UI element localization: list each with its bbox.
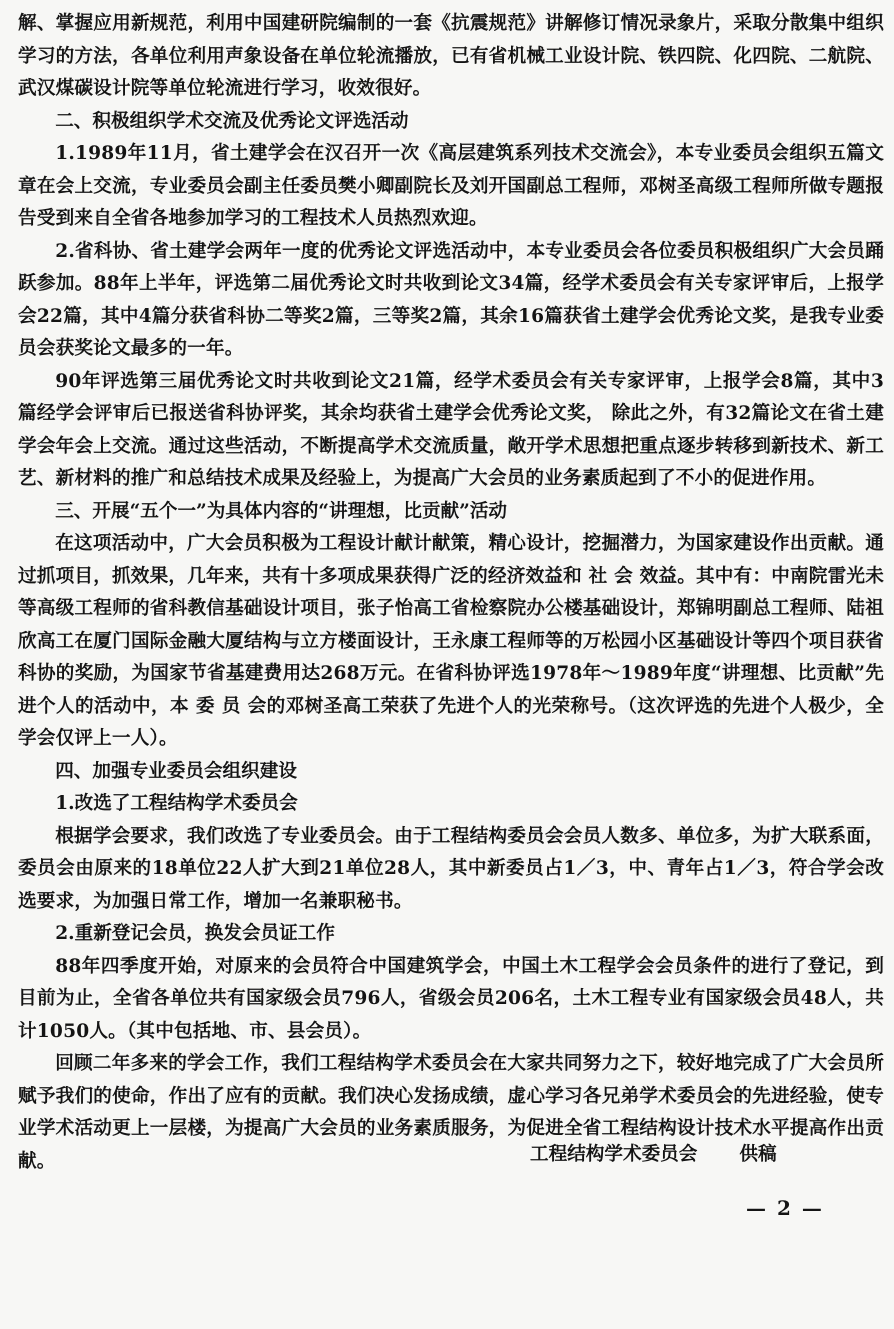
signature-line [530, 1139, 777, 1171]
subsection-heading-4-1: 1.改选了工程结构学术委员会 [55, 793, 298, 814]
paragraph-3-1: 在这项活动中，广大会员积极为工程设计献计献策，精心设计，挖掘潜力，为国家建设作出贡献。通过抓项目，抓效果，几年来，共有十多项成果获得广泛的经济效益和 社 会 效益。其中有：中南院雷光未等高级工程师的省科教信基础设计项目，张子怡高工省检察院办公楼基础设计，郑锦明副总工程师、陆祖欣高工在厦门国际金融大厦结构与立方楼面设计，王永康工程师等的万松园小区基础设计等四个项目获省科协的奖励，为国家节省基建费用达268万元。在省科协评选1978年～1989年度“讲理想、比贡献”先进个人的活动中，本 委 员 会的邓树圣高工荣获了先进个人的光荣称号。（这次评选的先进个人极少，全学会仅评上一人）。 [18, 533, 884, 749]
paragraph-continuation: 解、掌握应用新规范，利用中国建研院编制的一套《抗震规范》讲解修订情况录象片，采取分散集中组织学习的方法，各单位利用声象设备在单位轮流播放，已有省机械工业设计院、铁四院、化四院、二航院、武汉煤碳设计院等单位轮流进行学习，收效很好。 [18, 13, 884, 99]
section-heading-2: 二、积极组织学术交流及优秀论文评选活动 [55, 110, 409, 132]
section-heading-3: 三、开展“五个一”为具体内容的“讲理想，比贡献”活动 [55, 500, 508, 522]
paragraph-2-3: 90年评选第三届优秀论文时共收到论文21篇，经学术委员会有关专家评审，上报学会8篇，其中3篇经学会评审后已报送省科协评奖，其余均获省土建学会优秀论文奖， 除此之外，有32篇论文在省土建学会年会上交流。通过这些活动，不断提高学术交流质量，敞开学术思想把重点逐步转移到新技术、新工艺、新材料的推广和总结技术成果及经验上，为提高广大会员的业务素质起到了不小的促进作用。 [18, 370, 884, 489]
signature-note: 供稿 [739, 1144, 777, 1165]
paragraph-conclusion: 回顾二年多来的学会工作，我们工程结构学术委员会在大家共同努力之下，较好地完成了广大会员所赋予我们的使命，作出了应有的贡献。我们决心发扬成绩，虚心学习各兄弟学术委员会的先进经验，使专业学术活动更上一层楼，为提高广大会员的业务素质服务，为促进全省工程结构设计技术水平提高作出贡献。 [18, 1053, 884, 1172]
paragraph-4-1: 根据学会要求，我们改选了专业委员会。由于工程结构委员会会员人数多、单位多，为扩大联系面，委员会由原来的18单位22人扩大到21单位28人，其中新委员占1／3，中、青年占1／3，符合学会改选要求，为加强日常工作，增加一名兼职秘书。 [18, 825, 884, 912]
page-number: — 2 — [746, 1196, 824, 1220]
subsection-heading-4-2: 2.重新登记会员，换发会员证工作 [55, 923, 335, 944]
signature-organization: 工程结构学术委员会 [530, 1144, 698, 1165]
paragraph-4-2: 88年四季度开始，对原来的会员符合中国建筑学会，中国土木工程学会会员条件的进行了登记，到目前为止，全省各单位共有国家级会员796人，省级会员206名，土木工程专业有国家级会员48人，共计1050人。（其中包括地、市、县会员）。 [18, 955, 884, 1042]
paragraph-2-1: 1.1989年11月，省土建学会在汉召开一次《高层建筑系列技术交流会》，本专业委员会组织五篇文章在会上交流，专业委员会副主任委员樊小卿副院长及刘开国副总工程师，邓树圣高级工程师所做专题报告受到来自全省各地参加学习的工程技术人员热烈欢迎。 [18, 143, 884, 229]
section-heading-4: 四、加强专业委员会组织建设 [55, 760, 297, 782]
paragraph-2-2: 2.省科协、省土建学会两年一度的优秀论文评选活动中，本专业委员会各位委员积极组织广大会员踊跃参加。88年上半年，评选第二届优秀论文时共收到论文34篇，经学术委员会有关专家评审后，上报学会22篇，其中4篇分获省科协二等奖2篇，三等奖2篇，其余16篇获省土建学会优秀论文奖，是我专业委员会获奖论文最多的一年。 [18, 240, 884, 359]
